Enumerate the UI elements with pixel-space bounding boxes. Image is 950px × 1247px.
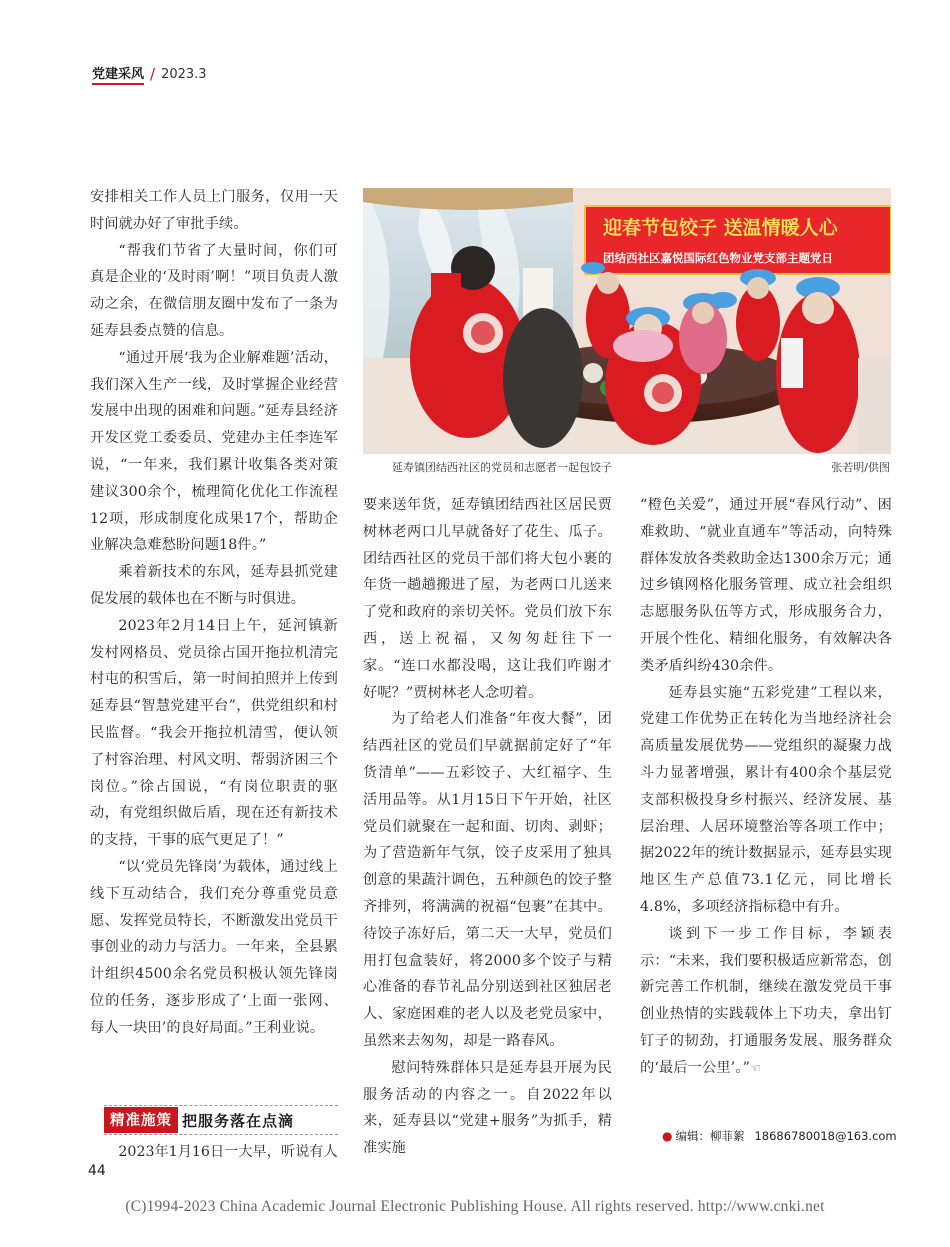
photo-illustration bbox=[363, 188, 891, 454]
person-icon: ● bbox=[662, 1129, 673, 1143]
paragraph: 乘着新技术的东风，延寿县抓党建促发展的载体也在不断与时俱进。 bbox=[90, 564, 338, 607]
paragraph: 2023年1月16日一大早，听说有人 bbox=[118, 1144, 338, 1160]
editor-email: 18686780018@163.com bbox=[754, 1129, 897, 1143]
paragraph: “橙色关爱”，通过开展“春风行动”、困难救助、“就业直通车”等活动，向特殊群体发放各类救助金达1300余万元；通过乡镇网格化服务管理、成立社会组织志愿服务队伍等方式，形成服务合力，开展个性化、精细化服务，有效解决各类矛盾纠纷430余件。 bbox=[640, 497, 892, 674]
subheading-title: 把服务落在点滴 bbox=[182, 1111, 295, 1130]
paragraph: 延寿县实施“五彩党建”工程以来，党建工作优势正在转化为当地经济社会高质量发展优势——党组织的凝聚力战斗力显著增强，累计有400余个基层党支部积极投身乡村振兴、经济发展、基层治理、人居环境整治等各项工作中；据2022年的统计数据显示，延寿县实现地区生产总值73.1亿元，同比增长4.8%，多项经济指标稳中有升。 bbox=[640, 684, 892, 915]
section-subheading bbox=[104, 1105, 338, 1135]
editor-name: 编辑：柳菲絮 bbox=[675, 1129, 745, 1143]
paragraph: “帮我们节省了大量时间，你们可真是企业的‘及时雨’啊！”项目负责人激动之余，在微信朋友圈中发布了一条为延寿县委点赞的信息。 bbox=[90, 242, 338, 339]
running-header bbox=[92, 64, 207, 84]
column-middle bbox=[363, 492, 612, 1162]
end-mark-icon: ☜ bbox=[750, 1060, 761, 1075]
paragraph: “以‘党员先锋岗’为载体，通过线上线下互动结合，我们充分尊重党员意愿、发挥党员特长，不断激发出党员干事创业的动力与活力。一年来，全县累计组织4500余名党员积极认领先锋岗位的任务，逐步形成了‘上面一张网、每人一块田’的良好局面。”王利业说。 bbox=[90, 858, 338, 1036]
paragraph: 安排相关工作人员上门服务，仅用一天时间就办好了审批手续。 bbox=[90, 189, 338, 232]
photo-credit: 张若明/供图 bbox=[831, 461, 890, 474]
copyright-footer: (C)1994-2023 China Academic Journal Electronic Publishing House. All rights reserved. http://www.cnki.net bbox=[125, 1198, 825, 1215]
header-slash: / bbox=[150, 65, 156, 83]
paragraph: 为了给老人们准备“年夜大餐”，团结西社区的党员们早就据前定好了“年货清单”——五彩饺子、大红福字、生活用品等。从1月15日下午开始，社区党员们就聚在一起和面、切肉、剥虾；为了营造新年气氛，饺子皮采用了独具创意的果蔬汁调色，五种颜色的饺子整齐排列，将满满的祝福“包裹”在其中。待饺子冻好后，第二天一大早，党员们用打包盒装好，将2000多个饺子与精心准备的春节礼品分别送到社区独居老人、家庭困难的老人以及老党员家中，虽然来去匆匆，却是一路春风。 bbox=[363, 711, 612, 1049]
paragraph bbox=[640, 921, 892, 1082]
paragraph: “通过开展‘我为企业解难题’活动，我们深入生产一线，及时掌握企业经营发展中出现的困难和问题。”延寿县经济开发区党工委委员、党建办主任李连军说，“一年来，我们累计收集各类对策建议300余个，梳理简化优化工作流程12项，形成制度化成果17个，帮助企业解决急难愁盼问题18件。” bbox=[90, 349, 338, 554]
subheading-tag: 精准施策 bbox=[104, 1107, 178, 1133]
page-number: 44 bbox=[88, 1163, 106, 1179]
news-photo bbox=[363, 188, 891, 454]
closing-text: 谈到下一步工作目标，李颖表示：“未来，我们要积极适应新常态，创新完善工作机制，继续在激发党员干事创业热情的实践载体上下功夫，拿出钉钉子的韧劲，打通服务发展、服务群众的‘最后一公里’。” bbox=[640, 925, 892, 1076]
banner-text-1: 迎春节包饺子 送温情暖人心 bbox=[603, 217, 838, 239]
editor-credit bbox=[662, 1128, 897, 1144]
paragraph: 2023年2月14日上午，延河镇新发村网格员、党员徐占国开拖拉机清完村屯的积雪后，第一时间拍照并上传到延寿县“智慧党建平台”，供党组织和村民监督。“我会开拖拉机清雪，便认领了村容治理、村风文明、帮弱济困三个岗位。”徐占国说，“有岗位职责的驱动，有党组织做后盾，现在还有新技术的支持，干事的底气更足了！” bbox=[90, 617, 338, 849]
magazine-name: 党建采风 bbox=[92, 63, 144, 85]
banner-text-2: 团结西社区嘉悦国际红色物业党支部主题党日 bbox=[603, 251, 833, 265]
issue-number: 2023.3 bbox=[161, 66, 207, 82]
column-left bbox=[90, 184, 338, 1042]
paragraph: 慰问特殊群体只是延寿县开展为民服务活动的内容之一。自2022年以来，延寿县以“党建+服务”为抓手，精准实施 bbox=[363, 1059, 612, 1157]
column-right bbox=[640, 492, 892, 1082]
paragraph: 要来送年货，延寿镇团结西社区居民贾树林老两口儿早就备好了花生、瓜子。团结西社区的党员干部们将大包小裹的年货一趟趟搬进了屋，为老两口儿送来了党和政府的亲切关怀。党员们放下东西，送上祝福，又匆匆赶往下一家。“连口水都没喝，这让我们咋谢才好呢？”贾树林老人念叨着。 bbox=[363, 497, 612, 701]
photo-caption: 延寿镇团结西社区的党员和志愿者一起包饺子 bbox=[392, 461, 612, 474]
